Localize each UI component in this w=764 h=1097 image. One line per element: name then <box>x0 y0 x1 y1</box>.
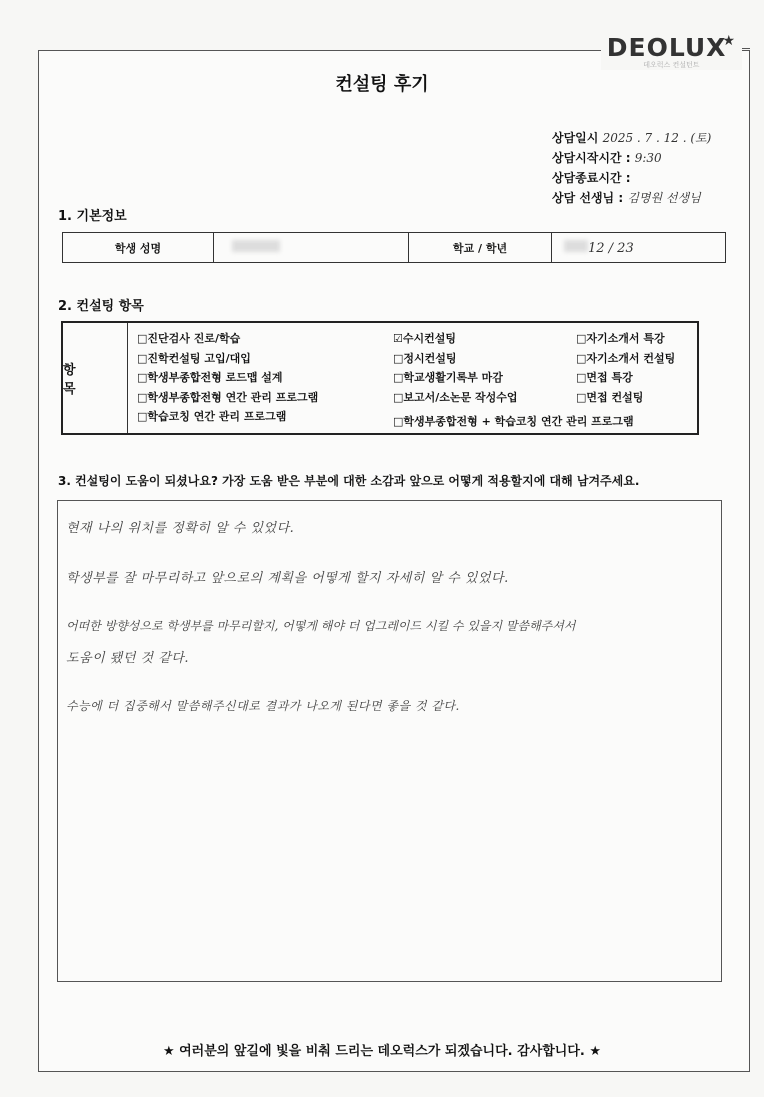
checkbox-item[interactable]: □자기소개서 컨설팅 <box>576 351 676 365</box>
footer-message: ★ 여러분의 앞길에 빛을 비춰 드리는 데오럭스가 되겠습니다. 감사합니다. ★ <box>162 1044 602 1059</box>
section1-title: 1. 기본정보 <box>58 209 127 224</box>
redacted-school <box>564 240 588 252</box>
date-value: 2025 . 7 . 12 . (토) <box>602 131 712 145</box>
checkbox-item[interactable]: □학생부종합전형 + 학습코칭 연간 관리 프로그램 <box>393 415 634 428</box>
items-header: 항 목 <box>63 323 128 433</box>
teacher-label: 상담 선생님 : <box>552 191 624 205</box>
school-grade-cell <box>552 233 726 263</box>
checkbox-item[interactable]: □학생부종합전형 연간 관리 프로그램 <box>137 390 319 404</box>
section2-title: 2. 컨설팅 항목 <box>58 299 144 314</box>
end-time-label: 상담종료시간 : <box>552 171 631 185</box>
answer-box[interactable] <box>57 500 722 982</box>
handwritten-line: 어떠한 방향성으로 학생부를 마무리할지, 어떻게 해야 더 업그레이드 시킬 수 있을지 말씀해주셔서 <box>66 619 576 633</box>
handwritten-line: 수능에 더 집중해서 말씀해주신대로 결과가 나오게 된다면 좋을 것 같다. <box>66 699 460 713</box>
brand-logo <box>601 33 742 70</box>
basic-info-table <box>62 232 726 263</box>
handwritten-line: 도움이 됐던 것 같다. <box>66 651 189 666</box>
school-grade-label: 학교 / 학년 <box>409 233 552 263</box>
student-name-value <box>214 233 409 263</box>
school-grade-value: 12 / 23 <box>588 240 634 256</box>
date-label: 상담일시 <box>552 131 599 145</box>
items-col-3 <box>576 329 675 407</box>
checkbox-item[interactable]: □정시컨설팅 <box>393 351 457 365</box>
redacted-name <box>232 240 280 252</box>
logo-text: DEOLUX <box>606 33 727 62</box>
logo-subtitle: 데오럭스 컨설턴트 <box>643 61 700 69</box>
consult-info <box>552 128 711 208</box>
checkbox-item[interactable]: □보고서/소논문 작성수업 <box>393 390 518 404</box>
checkbox-item-checked[interactable]: ☑수시컨설팅 <box>393 332 456 345</box>
checkbox-item[interactable]: □면접 컨설팅 <box>576 390 644 404</box>
start-time-value: 9:30 <box>634 151 662 165</box>
logo-star-icon: ★ <box>722 33 736 49</box>
items-col-2 <box>393 329 518 407</box>
consulting-items-table <box>61 321 699 435</box>
page-title: 컨설팅 후기 <box>335 74 429 95</box>
checkbox-item[interactable]: □진학컨설팅 고입/대입 <box>137 351 251 365</box>
section3-question: 3. 컨설팅이 도움이 되셨나요? 가장 도움 받은 부분에 대한 소감과 앞으로 어떻게 적용할지에 대해 남겨주세요. <box>58 474 640 488</box>
start-time-label: 상담시작시간 : <box>552 151 631 165</box>
items-col-1 <box>137 329 318 427</box>
checkbox-item[interactable]: □면접 특강 <box>576 371 633 384</box>
teacher-value: 김명원 선생님 <box>627 191 701 205</box>
checkbox-item[interactable]: □학생부종합전형 로드맵 설계 <box>137 371 283 384</box>
checkbox-item[interactable]: □학교생활기록부 마감 <box>393 371 503 384</box>
handwritten-line: 현재 나의 위치를 정확히 알 수 있었다. <box>66 521 295 536</box>
student-name-label: 학생 성명 <box>63 233 214 263</box>
checkbox-item[interactable]: □진단검사 진로/학습 <box>137 332 241 345</box>
checkbox-item[interactable]: □학습코칭 연간 관리 프로그램 <box>137 410 287 423</box>
handwritten-line: 학생부를 잘 마무리하고 앞으로의 계획을 어떻게 할지 자세히 알 수 있었다. <box>66 571 509 586</box>
checkbox-item[interactable]: □자기소개서 특강 <box>576 332 665 345</box>
